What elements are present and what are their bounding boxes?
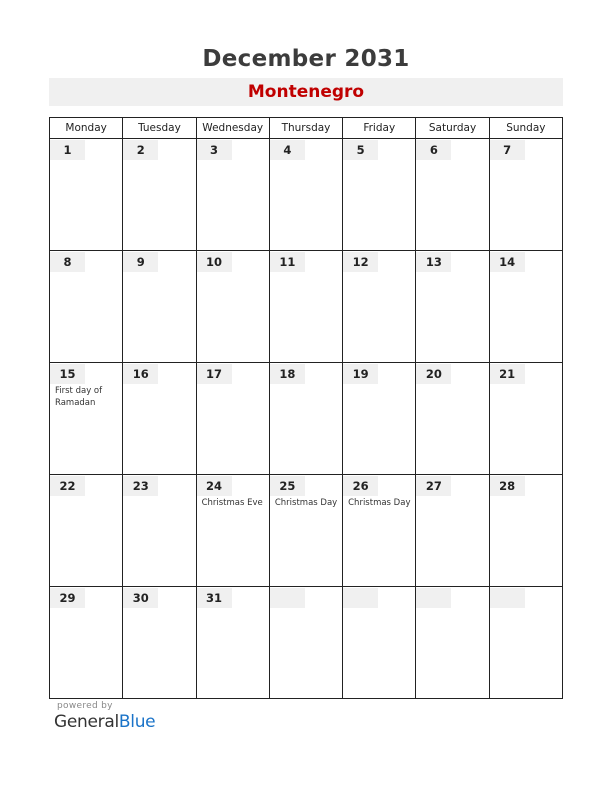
weekday-sunday: Sunday [489,118,562,139]
day-cell [489,363,562,475]
weekday-tuesday: Tuesday [123,118,196,139]
day-number: 9 [123,252,158,272]
day-cell [196,363,269,475]
calendar-grid [49,117,563,699]
day-cell [123,251,196,363]
day-cell [196,587,269,699]
day-cell [269,587,342,699]
day-number: 16 [123,364,158,384]
brand-blue-text: Blue [118,712,156,732]
day-number: 27 [416,476,451,496]
day-cell [343,363,416,475]
page-title: December 2031 [202,46,410,72]
day-cell [269,363,342,475]
day-number: 13 [416,252,451,272]
day-cell [416,363,489,475]
day-number: 6 [416,140,451,160]
day-cell [196,475,269,587]
weekday-thursday: Thursday [269,118,342,139]
day-number: 14 [490,252,525,272]
day-number [270,588,305,608]
day-number: 29 [50,588,85,608]
day-number: 17 [197,364,232,384]
day-number: 12 [343,252,378,272]
day-cell [269,251,342,363]
day-number: 11 [270,252,305,272]
day-number: 30 [123,588,158,608]
day-number: 5 [343,140,378,160]
day-number: 23 [123,476,158,496]
day-number: 1 [50,140,85,160]
day-cell [416,139,489,251]
day-number: 31 [197,588,232,608]
day-cell [416,475,489,587]
calendar-body [50,139,563,699]
country-name: Montenegro [247,82,365,102]
day-cell [50,587,123,699]
day-number: 8 [50,252,85,272]
day-number: 22 [50,476,85,496]
day-cell [489,251,562,363]
week-row [50,587,563,699]
day-cell [50,363,123,475]
day-number [416,588,451,608]
day-number [343,588,378,608]
day-number: 15 [50,364,85,384]
day-cell [269,475,342,587]
day-number: 7 [490,140,525,160]
weekday-wednesday: Wednesday [196,118,269,139]
day-number: 18 [270,364,305,384]
day-number: 28 [490,476,525,496]
day-number [490,588,525,608]
holiday-label: Christmas Day [348,498,411,508]
week-row [50,363,563,475]
day-cell [50,251,123,363]
day-number: 3 [197,140,232,160]
day-number: 10 [197,252,232,272]
day-cell [416,251,489,363]
brand-logo [54,712,155,732]
day-number: 24 [197,476,232,496]
holiday-label: Christmas Eve [201,498,263,508]
day-cell [50,139,123,251]
day-cell [343,587,416,699]
day-cell [123,475,196,587]
weekday-friday: Friday [343,118,416,139]
day-cell [196,251,269,363]
day-cell [123,587,196,699]
week-row [50,139,563,251]
weekday-monday: Monday [50,118,123,139]
day-cell [123,139,196,251]
day-number: 20 [416,364,451,384]
day-cell [269,139,342,251]
holiday-label: Christmas Day [274,498,338,508]
day-cell [489,139,562,251]
week-row [50,251,563,363]
weekday-header-row [50,118,563,139]
day-number: 19 [343,364,378,384]
day-number: 2 [123,140,158,160]
day-cell [343,251,416,363]
day-cell [489,587,562,699]
day-number: 21 [490,364,525,384]
day-cell [489,475,562,587]
week-row [50,475,563,587]
day-cell [416,587,489,699]
holiday-label: First day of Ramadan [55,386,103,408]
day-cell [343,139,416,251]
day-cell [50,475,123,587]
day-cell [123,363,196,475]
weekday-saturday: Saturday [416,118,489,139]
day-number: 25 [270,476,305,496]
day-number: 26 [343,476,378,496]
day-cell [343,475,416,587]
day-cell [196,139,269,251]
brand-general-text: General [54,712,119,732]
day-number: 4 [270,140,305,160]
powered-by-label: powered by [57,701,113,711]
country-banner [49,78,563,106]
